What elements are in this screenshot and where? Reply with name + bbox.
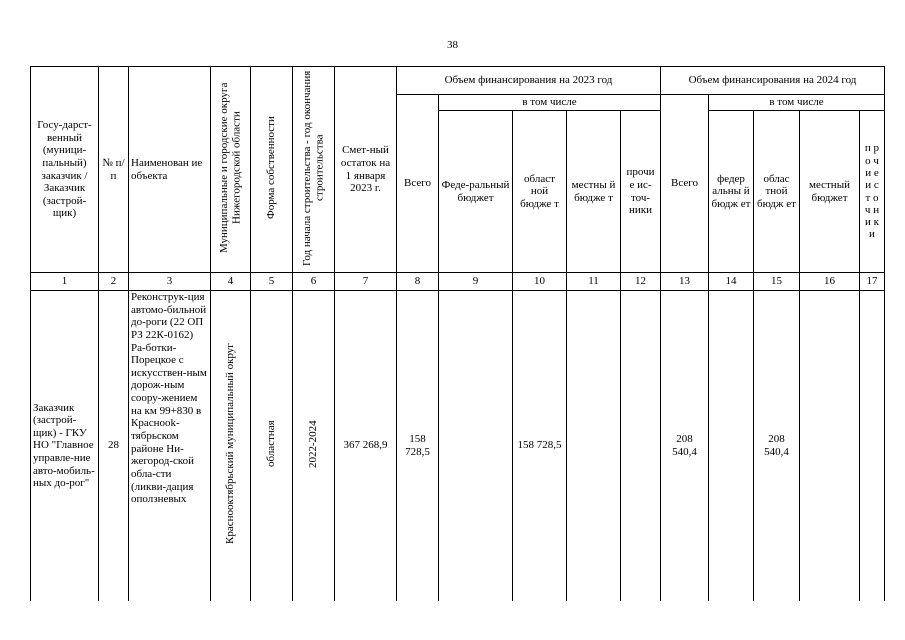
cell-ownership-text: областная [265,420,278,468]
col-number: 4 [211,273,251,291]
col-number: 9 [439,273,513,291]
header-regional-2023: област ной бюдже т [513,111,567,273]
cell-object-name: Реконструк-ция автомо-бильной до-роги (22 ОП РЗ 22К-0162) Ра-ботки-Порецкое с искусствен-ным дорож-ным соору-жением на км 99+830 в Краснооk-тябрьском районе Ни-жегород-ской обла-сти (ликви-дация оползневых [129,291,211,601]
header-total-2024: Всего [661,95,709,273]
header-municipality-text: Муниципальные и городские округа Нижегородской области [217,82,243,253]
cell-municipality-text: Краснооктябрьский муниципальный округ [224,343,237,545]
header-estimate: Смет-ный остаток на 1 января 2023 г. [335,67,397,273]
col-number: 17 [860,273,885,291]
header-local-2024: местный бюджет [800,111,860,273]
cell-years-text: 2022-2024 [307,420,320,468]
cell-total-2023: 158 728,5 [397,291,439,601]
header-fin-2023: Объем финансирования на 2023 год [397,67,661,95]
cell-estimate: 367 268,9 [335,291,397,601]
header-other-2024: п р о ч и е и с т о ч н и к и [860,111,885,273]
cell-ownership [251,291,293,601]
col-number: 15 [754,273,800,291]
col-number: 7 [335,273,397,291]
cell-other-2023 [621,291,661,601]
header-including-2024: в том числе [709,95,885,111]
cell-customer: Заказчик (застрой-щик) - ГКУ НО "Главное управле-ние авто-мобиль-ных до-рог" [31,291,99,601]
col-number: 6 [293,273,335,291]
col-number: 10 [513,273,567,291]
header-other-2023: прочи е ис-точ-ники [621,111,661,273]
header-total-2023: Всего [397,95,439,273]
col-number: 3 [129,273,211,291]
header-object-name: Наименован ие объекта [129,67,211,273]
cell-total-2024: 208 540,4 [661,291,709,601]
col-number: 5 [251,273,293,291]
header-regional-2024: облас тной бюдж ет [754,111,800,273]
col-number: 14 [709,273,754,291]
header-ownership [251,67,293,273]
col-number: 16 [800,273,860,291]
cell-local-2023 [567,291,621,601]
col-number: 1 [31,273,99,291]
cell-federal-2023 [439,291,513,601]
cell-num: 28 [99,291,129,601]
header-federal-2023: Феде-ральный бюджет [439,111,513,273]
cell-regional-2023: 158 728,5 [513,291,567,601]
header-years [293,67,335,273]
col-number: 8 [397,273,439,291]
col-number: 12 [621,273,661,291]
header-years-text: Год начала строительства - год окончания строительства [300,70,326,266]
table-row [31,291,885,601]
col-number: 13 [661,273,709,291]
header-num: № п/п [99,67,129,273]
cell-local-2024 [800,291,860,601]
header-customer: Госу-дарст-венный (муници-пальный) заказчик / Заказчик (застрой-щик) [31,67,99,273]
header-local-2023: местны й бюдже т [567,111,621,273]
cell-municipality [211,291,251,601]
cell-years [293,291,335,601]
page-number: 38 [447,39,458,51]
header-ownership-text: Форма собственности [265,116,278,220]
col-number: 2 [99,273,129,291]
header-federal-2024: федер альны й бюдж ет [709,111,754,273]
header-fin-2024: Объем финансирования на 2024 год [661,67,885,95]
column-numbers-row [31,273,885,291]
investment-table [30,66,885,601]
col-number: 11 [567,273,621,291]
header-including-2023: в том числе [439,95,661,111]
cell-other-2024 [860,291,885,601]
cell-regional-2024: 208 540,4 [754,291,800,601]
header-municipality [211,67,251,273]
cell-federal-2024 [709,291,754,601]
